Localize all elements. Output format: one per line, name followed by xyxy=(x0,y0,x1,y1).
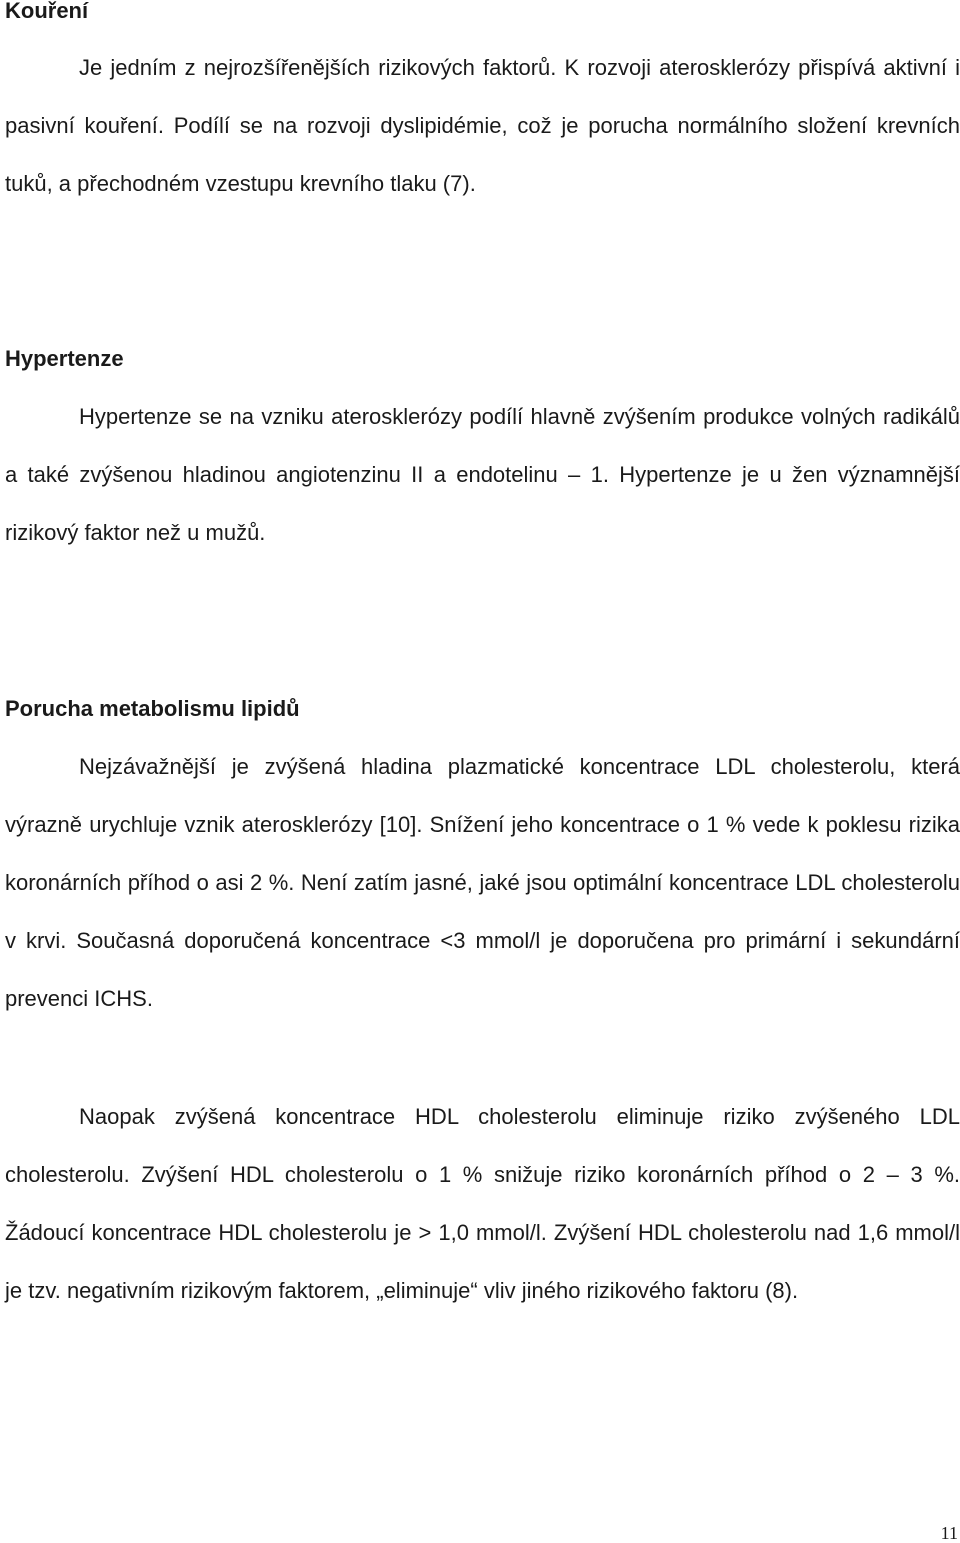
page-number: 11 xyxy=(940,1523,958,1543)
paragraph-hypertenze: Hypertenze se na vzniku aterosklerózy podílí hlavně zvýšením produkce volných radikálů a také zvýšenou hladinou angiotenzinu II a endotelinu – 1. Hypertenze je u žen významnější rizikový faktor než u mužů. xyxy=(5,404,960,545)
heading-koureni: Kouření xyxy=(5,0,89,23)
paragraph-ldl-cholesterol: Nejzávažnější je zvýšená hladina plazmatické koncentrace LDL cholesterolu, která výrazně urychluje vznik aterosklerózy [10]. Snížení jeho koncentrace o 1 % vede k poklesu rizika koronárních příhod o asi 2 %. Není zatím jasné, jaké jsou optimální koncentrace LDL cholesterolu v krvi. Současná doporučená koncentrace <3 mmol/l je doporučena pro primární i sekundární prevenci ICHS. xyxy=(5,754,960,1011)
heading-hypertenze: Hypertenze xyxy=(5,346,124,371)
heading-porucha-metabolismu-lipidu: Porucha metabolismu lipidů xyxy=(5,696,300,721)
paragraph-koureni: Je jedním z nejrozšířenějších rizikových faktorů. K rozvoji aterosklerózy přispívá aktivní i pasivní kouření. Podílí se na rozvoji dyslipidémie, což je porucha normálního složení krevních tuků, a přechodném vzestupu krevního tlaku (7). xyxy=(5,55,960,196)
paragraph-hdl-cholesterol: Naopak zvýšená koncentrace HDL cholesterolu eliminuje riziko zvýšeného LDL cholesterolu. Zvýšení HDL cholesterolu o 1 % snižuje riziko koronárních příhod o 2 – 3 %. Žádoucí koncentrace HDL cholesterolu je > 1,0 mmol/l. Zvýšení HDL cholesterolu nad 1,6 mmol/l je tzv. negativním rizikovým faktorem, „eliminuje“ vliv jiného rizikového faktoru (8). xyxy=(5,1104,960,1303)
